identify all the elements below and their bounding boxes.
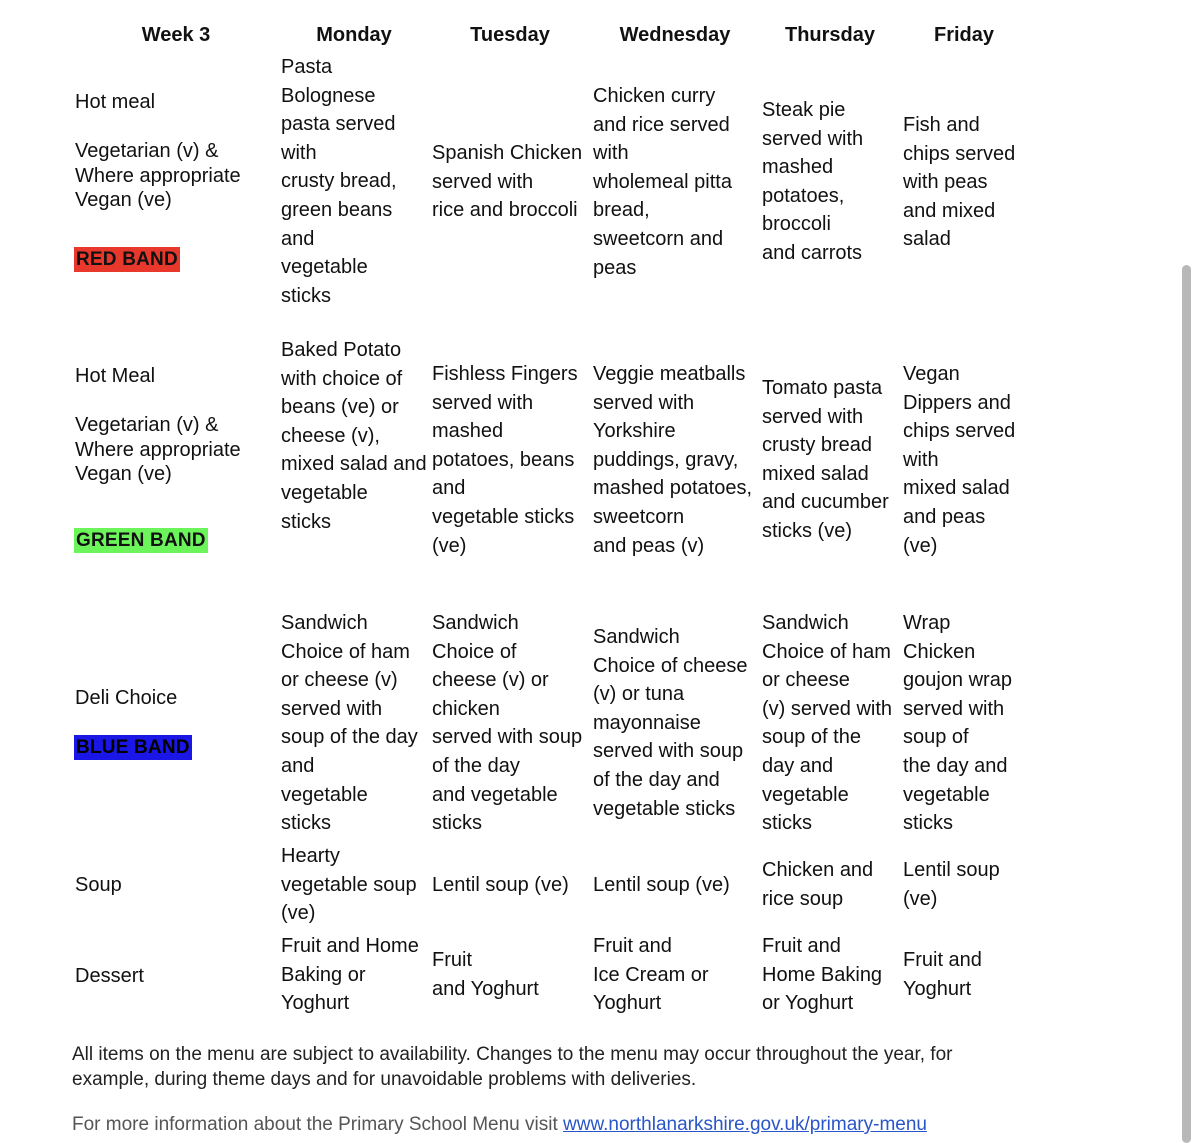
- row-label-red: [75, 90, 241, 213]
- menu-cell-green-monday: [281, 336, 427, 536]
- cell-line: vegetable: [762, 783, 849, 806]
- cell-line: pasta served: [281, 113, 396, 136]
- cell-line: Fish and: [903, 114, 980, 136]
- cell-line: wholemeal pitta: [593, 170, 732, 193]
- menu-cell-green-wednesday: [593, 360, 752, 560]
- menu-cell-green-tuesday: [432, 360, 578, 560]
- cell-line: rice and broccoli: [432, 199, 578, 222]
- cell-line: green beans: [281, 198, 393, 221]
- cell-line: cheese (v),: [281, 424, 380, 447]
- cell-line: mayonnaise: [593, 711, 701, 734]
- band-badge-red: RED BAND: [76, 249, 178, 270]
- cell-line: served with: [762, 127, 864, 150]
- cell-line: and peas (v): [593, 534, 705, 557]
- cell-line: Ice Cream or: [593, 963, 709, 986]
- cell-line: Vegetarian (v) &: [75, 414, 219, 436]
- cell-line: or cheese (v): [281, 669, 398, 692]
- cell-line: [75, 389, 241, 414]
- menu-cell-blue-friday: [903, 609, 1012, 838]
- cell-line: mixed salad: [903, 477, 1010, 500]
- cell-line: and: [281, 754, 315, 777]
- cell-line: Lentil soup (ve): [593, 874, 730, 896]
- cell-line: (ve): [903, 887, 938, 910]
- cell-line: (ve): [432, 534, 467, 557]
- cell-line: served with: [593, 391, 695, 414]
- menu-cell-soup-tuesday: [432, 871, 569, 900]
- cell-line: mashed: [762, 156, 834, 179]
- cell-line: Sandwich: [281, 612, 368, 634]
- cell-line: (v) or tuna: [593, 683, 685, 706]
- cell-line: and mixed: [903, 199, 996, 222]
- cell-line: Bolognese: [281, 84, 376, 107]
- cell-line: sticks (ve): [762, 519, 852, 542]
- menu-cell-red-friday: [903, 111, 1015, 254]
- cell-line: with: [903, 448, 939, 471]
- cell-line: Pasta: [281, 56, 333, 78]
- cell-line: the day and: [903, 754, 1008, 777]
- row-label-blue: [75, 684, 177, 713]
- band-badge-blue: BLUE BAND: [76, 737, 190, 758]
- cell-line: chicken: [432, 697, 500, 720]
- cell-line: peas: [593, 256, 637, 279]
- cell-line: and rice served: [593, 113, 730, 136]
- menu-cell-blue-thursday: [762, 609, 892, 838]
- more-info-prefix: For more information about the Primary School Menu visit: [72, 1114, 564, 1135]
- cell-line: Hot Meal: [75, 365, 156, 387]
- cell-line: potatoes,: [762, 184, 845, 207]
- cell-line: Yoghurt: [281, 992, 350, 1015]
- cell-line: (ve): [903, 534, 938, 557]
- cell-line: with: [593, 142, 629, 165]
- cell-line: Chicken curry: [593, 85, 716, 107]
- cell-line: Sandwich: [762, 612, 849, 634]
- cell-line: sticks: [432, 812, 482, 835]
- cell-line: salad: [903, 228, 951, 251]
- cell-line: Sandwich: [593, 626, 680, 648]
- cell-line: chips served: [903, 142, 1016, 165]
- cell-line: vegetable: [903, 783, 990, 806]
- cell-line: Where appropriate: [75, 164, 241, 187]
- cell-line: vegetable: [281, 481, 368, 504]
- cell-line: potatoes, beans: [432, 448, 575, 471]
- cell-line: goujon wrap: [903, 669, 1012, 692]
- header-monday: Monday: [316, 24, 392, 46]
- cell-line: Deli Choice: [75, 687, 178, 709]
- cell-line: crusty bread: [762, 434, 873, 457]
- cell-line: Baked Potato: [281, 339, 402, 361]
- menu-cell-red-wednesday: [593, 82, 732, 282]
- cell-line: bread,: [593, 199, 650, 222]
- cell-line: mashed: [432, 420, 504, 443]
- cell-line: Vegan (ve): [75, 463, 172, 485]
- cell-line: Fruit and: [903, 949, 982, 971]
- cell-line: Fruit and: [762, 935, 841, 957]
- cell-line: soup of the day: [281, 726, 418, 749]
- cell-line: served with: [432, 170, 534, 193]
- availability-note-line-1: All items on the menu are subject to availability. Changes to the menu may occur throughout the year, for: [72, 1044, 953, 1065]
- cell-line: (v) served with: [762, 697, 893, 720]
- cell-line: Spanish Chicken: [432, 142, 583, 164]
- menu-cell-blue-tuesday: [432, 609, 582, 838]
- cell-line: Yoghurt: [593, 992, 662, 1015]
- cell-line: Soup: [75, 874, 122, 896]
- cell-line: day and: [762, 754, 834, 777]
- cell-line: served with: [762, 405, 864, 428]
- cell-line: Choice of ham: [762, 640, 891, 663]
- header-friday: Friday: [933, 24, 995, 46]
- menu-cell-soup-wednesday: [593, 871, 730, 900]
- cell-line: sticks: [281, 510, 331, 533]
- cell-line: Yoghurt: [903, 977, 972, 1000]
- cell-line: vegetable soup: [281, 873, 417, 896]
- header-tuesday: Tuesday: [470, 24, 550, 46]
- cell-line: Wrap: [903, 612, 951, 634]
- menu-cell-red-thursday: [762, 96, 863, 268]
- cell-line: or Yoghurt: [762, 992, 854, 1015]
- cell-line: and: [281, 227, 315, 250]
- cell-line: and carrots: [762, 241, 863, 264]
- cell-line: vegetable: [281, 783, 368, 806]
- menu-cell-blue-monday: [281, 609, 418, 838]
- cell-line: Where appropriate: [75, 438, 241, 461]
- cell-line: Choice of: [432, 640, 517, 663]
- cell-line: Veggie meatballs: [593, 363, 746, 385]
- cell-line: Fruit: [432, 949, 472, 971]
- cell-line: and peas: [903, 505, 986, 528]
- menu-cell-dessert-wednesday: [593, 932, 709, 1018]
- row-label-dessert: [75, 962, 144, 991]
- cell-line: of the day: [432, 754, 520, 777]
- more-info-text: [72, 1112, 927, 1137]
- cell-line: sticks: [281, 284, 331, 307]
- cell-line: Sandwich: [432, 612, 519, 634]
- cell-line: (ve): [281, 902, 316, 925]
- cell-line: cheese (v) or: [432, 669, 549, 692]
- cell-line: sticks: [762, 812, 812, 835]
- band-badge-green: GREEN BAND: [76, 530, 206, 551]
- cell-line: with: [281, 141, 317, 164]
- cell-line: mixed salad: [762, 462, 869, 485]
- cell-line: and: [432, 477, 466, 500]
- cell-line: Home Baking: [762, 963, 883, 986]
- menu-cell-soup-monday: [281, 842, 417, 928]
- menu-cell-green-friday: [903, 360, 1015, 560]
- menu-cell-dessert-thursday: [762, 932, 882, 1018]
- menu-cell-dessert-friday: [903, 946, 982, 1003]
- cell-line: Vegetarian (v) &: [75, 140, 219, 162]
- cell-line: Lentil soup (ve): [432, 874, 569, 896]
- menu-cell-dessert-tuesday: [432, 946, 539, 1003]
- cell-line: Steak pie: [762, 99, 846, 121]
- cell-line: Choice of ham: [281, 640, 410, 663]
- row-label-soup: [75, 871, 122, 900]
- cell-line: and vegetable: [432, 783, 558, 806]
- cell-line: Fruit and: [593, 935, 672, 957]
- row-label-green: [75, 364, 241, 487]
- cell-line: chips served: [903, 420, 1016, 443]
- menu-cell-red-tuesday: [432, 139, 582, 225]
- cell-line: Chicken: [903, 640, 976, 663]
- cell-line: Baking or: [281, 963, 366, 986]
- cell-line: sweetcorn and: [593, 227, 724, 250]
- menu-cell-green-thursday: [762, 374, 889, 546]
- cell-line: puddings, gravy,: [593, 448, 739, 471]
- cell-line: Choice of cheese: [593, 654, 748, 677]
- cell-line: Vegan (ve): [75, 189, 172, 211]
- menu-cell-soup-thursday: [762, 856, 873, 913]
- cell-line: served with soup: [593, 740, 744, 763]
- menu-cell-red-monday: [281, 53, 397, 310]
- cell-line: [75, 115, 241, 140]
- cell-line: and cucumber: [762, 491, 889, 514]
- cell-line: served with: [903, 697, 1005, 720]
- cell-line: sticks: [281, 812, 331, 835]
- cell-line: vegetable: [281, 256, 368, 279]
- cell-line: soup of: [903, 726, 969, 749]
- cell-line: soup of the: [762, 726, 861, 749]
- cell-line: rice soup: [762, 887, 844, 910]
- availability-note-line-2: example, during theme days and for unavoidable problems with deliveries.: [72, 1069, 697, 1090]
- cell-line: served with: [281, 697, 383, 720]
- menu-cell-dessert-monday: [281, 932, 419, 1018]
- cell-line: vegetable sticks: [593, 797, 736, 820]
- primary-menu-link[interactable]: www.northlanarkshire.gov.uk/primary-menu: [563, 1114, 927, 1135]
- menu-cell-blue-wednesday: [593, 623, 748, 823]
- cell-line: Dippers and: [903, 391, 1011, 414]
- header-thursday: Thursday: [784, 24, 876, 46]
- cell-line: crusty bread,: [281, 170, 397, 193]
- cell-line: Lentil soup: [903, 859, 1000, 881]
- cell-line: and Yoghurt: [432, 977, 539, 1000]
- cell-line: Hearty: [281, 845, 340, 867]
- cell-line: sticks: [903, 812, 953, 835]
- cell-line: with choice of: [281, 367, 403, 390]
- cell-line: Hot meal: [75, 91, 156, 113]
- cell-line: served with soup: [432, 726, 583, 749]
- cell-line: or cheese: [762, 669, 850, 692]
- menu-cell-soup-friday: [903, 856, 1000, 913]
- cell-line: sweetcorn: [593, 505, 685, 528]
- cell-line: Chicken and: [762, 859, 874, 881]
- header-wednesday: Wednesday: [619, 24, 731, 46]
- cell-line: mixed salad and: [281, 453, 427, 476]
- header-week: Week 3: [141, 24, 211, 46]
- cell-line: vegetable sticks: [432, 505, 575, 528]
- cell-line: Dessert: [75, 965, 144, 987]
- cell-line: Vegan: [903, 363, 960, 385]
- cell-line: Yorkshire: [593, 420, 676, 443]
- cell-line: broccoli: [762, 213, 831, 236]
- cell-line: served with: [432, 391, 534, 414]
- cell-line: of the day and: [593, 768, 720, 791]
- cell-line: beans (ve) or: [281, 396, 399, 419]
- cell-line: mashed potatoes,: [593, 477, 752, 500]
- cell-line: Tomato pasta: [762, 377, 883, 399]
- cell-line: with peas: [903, 171, 988, 194]
- vertical-scrollbar[interactable]: [1182, 265, 1191, 1143]
- cell-line: Fruit and Home: [281, 935, 419, 957]
- cell-line: Fishless Fingers: [432, 363, 578, 385]
